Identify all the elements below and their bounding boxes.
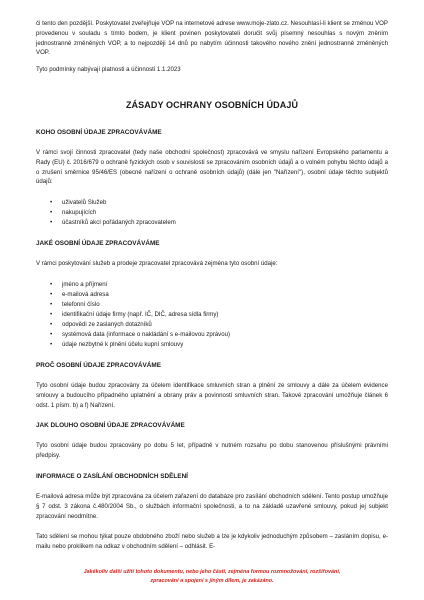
list-item: • odpovědi ze zaslaných dotazníků xyxy=(62,320,388,330)
list-item: • údaje nezbytné k plnění účelu kupní smlouvy xyxy=(62,340,388,350)
copyright-line-1: Jakékoliv další užití tohoto dokumentu, nebo jeho části, zejména formou rozmnožování, rozšiřování, xyxy=(83,569,341,575)
section-paragraph-jak-dlouho: Tyto osobní údaje budou zpracovány po dobu 5 let, případně v nutném rozsahu po dobu stanovenou příslušnými právními předpisy. xyxy=(36,442,388,460)
list-item: • identifikační údaje firmy (např. IČ, DIČ, adresa sídla firmy) xyxy=(62,310,388,320)
document-page xyxy=(36,19,388,552)
copyright-notice xyxy=(0,568,424,586)
section-paragraph-zasilani-1: E-mailová adresa může být zpracována za účelem zařazení do databáze pro zasílání obchodních sdělení. Tento postup umožňuje § 7 odst. 3 zákona č.480/2004 Sb., o službách informační společnosti, a to na základě uzavřené smlouvy, pokud jej subjekt zpracování neodmítne. xyxy=(36,492,388,520)
list-item: • jméno a příjmení xyxy=(62,280,388,290)
validity-statement: Tyto podmínky nabývají platnosti a účinnosti 1.1.2023 xyxy=(36,66,181,74)
copyright-line-2: zpracování a spojení s jiným dílem, je zakázáno. xyxy=(150,578,274,584)
section-paragraph-koho: V rámci svojí činnosti zpracovatel (tedy naše obchodní společnost) zpracovává ve smyslu nařízení Evropského parlamentu a Rady (EU) č. 2016/679 o ochraně fyzických osob v souvislosti se zpracováním osobních údajů a o volném pohybu těchto údajů a o zrušení směrnice 95/46/ES (obecné nařízení o ochraně osobních údajů) (dále jen "Nařízení"), osobní údaje těchto subjektů údajů: xyxy=(36,148,388,186)
section-heading-proc: PROČ OSOBNÍ ÚDAJE ZPRACOVÁVÁME xyxy=(36,361,161,369)
section-heading-zasilani: INFORMACE O ZASÍLÁNÍ OBCHODNÍCH SDĚLENÍ xyxy=(36,472,188,480)
list-item: • uživatelů Služeb xyxy=(62,198,388,208)
list-item: • e-mailová adresa xyxy=(62,290,388,300)
section-heading-jake: JAKÉ OSOBNÍ ÚDAJE ZPRACOVÁVÁME xyxy=(36,240,160,248)
section-heading-jak-dlouho: JAK DLOUHO OSOBNÍ ÚDAJE ZPRACOVÁVÁME xyxy=(36,422,185,430)
section-heading-koho: KOHO OSOBNÍ ÚDAJE ZPRACOVÁVÁME xyxy=(36,128,162,136)
section-paragraph-jake: V rámci poskytování služeb a prodeje zpracovatel zpracovává zejména tyto osobní údaje: xyxy=(36,260,278,268)
list-item: • nakupujících xyxy=(62,208,388,218)
intro-paragraph: či tento den pozdější. Poskytovatel zveřejňuje VOP na internetové adrese www.moje-zlato.cz. Nesouhlasí-li klient se změnou VOP provedenou v souladu s tímto bodem, je klient povinen poskytovateli doručit svůj písemný nesouhlas s novým zněním jednostranně změněných VOP, a to nejpozději 14 dnů po nabytím účinnosti takového nového znění jednostranně změněných VOP. xyxy=(36,20,388,57)
subjects-list xyxy=(36,198,388,228)
document-title: ZÁSADY OCHRANY OSOBNÍCH ÚDAJŮ xyxy=(125,99,299,110)
section-paragraph-proc: Tyto osobní údaje budou zpracovány za účelem identifikace smluvních stran a plnění ze smlouvy a dále za účelem evidence smlouvy a budoucího případného uplatnění a obrany práv a povinností smluvních stran. Takové zpracování umožňuje článek 6 odst. 1 písm. b) a f) Nařízení. xyxy=(36,381,388,409)
list-item: • telefonní číslo xyxy=(62,300,388,310)
list-item: • systémová data (informace o nakládání s e-mailovou zprávou) xyxy=(62,330,388,340)
list-item: • účastníků akcí pořádaných zpracovatelem xyxy=(62,218,388,228)
data-types-list xyxy=(36,280,388,350)
section-paragraph-zasilani-2: Tato sdělení se mohou týkat pouze obdobného zboží nebo služeb a lze je kdykoliv jednoduchým způsobem – zasláním dopisu, e-mailu nebo proklikem na odkaz v obchodním sdělení – odhlásit. E- xyxy=(36,533,388,551)
